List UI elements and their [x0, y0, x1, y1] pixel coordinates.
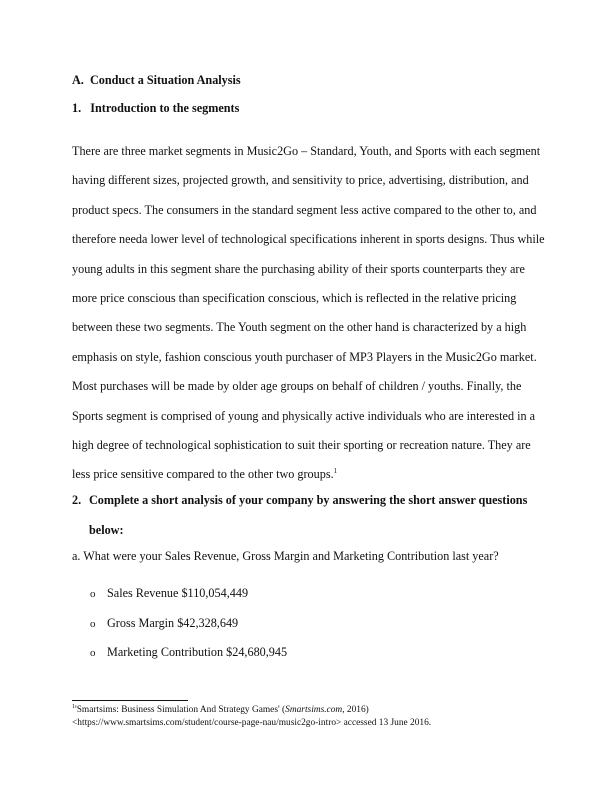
footnote-source-italic: Smartsims.com — [285, 705, 343, 715]
list-item — [90, 586, 287, 616]
paragraph-line: Sports segment is comprised of young and physically active individuals who are interested in a — [72, 408, 536, 423]
section-2-title-line-2: below: — [89, 522, 124, 537]
bullet-icon: o — [90, 617, 96, 630]
list-item — [90, 645, 287, 675]
footnote-line-2[interactable]: <https://www.smartsims.com/student/course-page-nau/music2go-intro> accessed 13 June 2016. — [72, 717, 432, 728]
list-item — [90, 616, 287, 646]
footnote-marker: 1 — [72, 704, 75, 710]
footnote — [72, 704, 542, 729]
paragraph-line-text: less price sensitive compared to the other two groups. — [72, 467, 334, 482]
answer-sales-revenue: Sales Revenue $110,054,449 — [107, 586, 249, 600]
paragraph-line: emphasis on style, fashion conscious youth purchaser of MP3 Players in the Music2Go market. — [72, 349, 537, 364]
section-1-label: 1. — [72, 101, 82, 115]
section-2-line-1 — [72, 486, 542, 516]
section-a-label: A. — [72, 73, 84, 87]
section-2-title-line-1: Complete a short analysis of your company by answering the short answer questions — [89, 493, 528, 507]
paragraph-line: Most purchases will be made by older age groups on behalf of children / youths. Finally, the — [72, 379, 522, 394]
footnote-text-post: , 2016) — [342, 705, 369, 715]
question-a: a. What were your Sales Revenue, Gross Margin and Marketing Contribution last year? — [72, 549, 499, 563]
section-1-title: Introduction to the segments — [90, 101, 240, 115]
bullet-icon: o — [90, 647, 96, 659]
paragraph-line: young adults in this segment share the purchasing ability of their sports counterparts they are — [72, 261, 525, 276]
footnote-text-pre: 'Smartsims: Business Simulation And Strategy Games' ( — [75, 705, 286, 715]
section-a-title: Conduct a Situation Analysis — [89, 73, 241, 87]
paragraph-line: therefore needa lower level of technological specifications inherent in sports designs. Thus while — [72, 232, 545, 247]
footnote-line-1 — [72, 704, 542, 717]
answer-gross-margin: Gross Margin $42,328,649 — [107, 615, 239, 630]
paragraph-line: between these two segments. The Youth segment on the other hand is characterized by a high — [72, 320, 527, 335]
paragraph-line: product specs. The consumers in the standard segment less active compared to the other to, and — [72, 202, 537, 217]
intro-paragraph — [72, 137, 544, 490]
section-2-heading — [72, 486, 542, 545]
bullet-icon: o — [90, 588, 96, 600]
paragraph-line: There are three market segments in Music2Go – Standard, Youth, and Sports with each segment — [72, 144, 541, 158]
footnote-separator — [72, 700, 188, 701]
answer-list — [90, 586, 287, 675]
footnote-reference[interactable]: 1 — [333, 467, 338, 476]
answer-marketing-contribution: Marketing Contribution $24,680,945 — [107, 645, 288, 659]
section-a-heading — [72, 73, 241, 88]
section-2-label: 2. — [72, 493, 82, 507]
paragraph-line: high degree of technological sophistication to suit their sporting or recreation nature. They are — [72, 438, 531, 453]
section-1-heading — [72, 101, 239, 116]
paragraph-line: having different sizes, projected growth, and sensitivity to price, advertising, distribution, and — [72, 173, 529, 188]
paragraph-line: more price conscious than specification conscious, which is reflected in the relative pricing — [72, 291, 517, 306]
